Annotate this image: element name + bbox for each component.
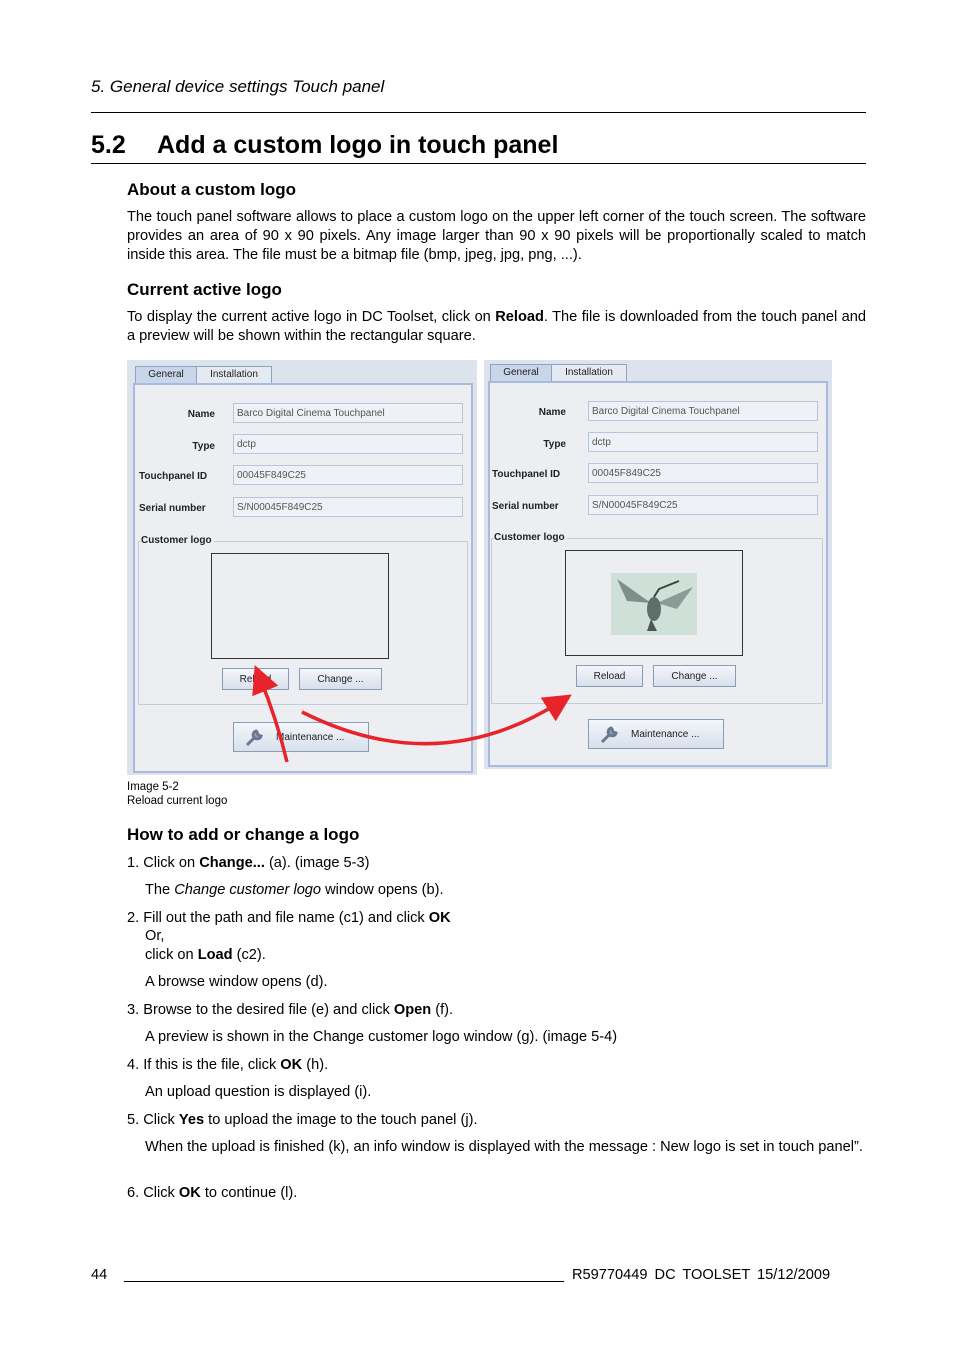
name-field[interactable]: Barco Digital Cinema Touchpanel <box>233 403 463 423</box>
step-text: (c2). <box>232 947 266 963</box>
maintenance-label: Maintenance ... <box>631 729 700 740</box>
step-2-load <box>145 946 866 965</box>
section-number: 5.2 <box>91 131 126 159</box>
step-2 <box>127 909 451 928</box>
step-number: 5. <box>127 1112 140 1128</box>
customer-logo-label: Customer logo <box>141 535 212 546</box>
step-text: to upload the image to the touch panel (j). <box>204 1112 478 1128</box>
howto-heading: How to add or change a logo <box>127 825 360 844</box>
step-5 <box>127 1111 478 1130</box>
step-5-result: When the upload is finished (k), an info window is displayed with the message : New logo is set in touch panel”. <box>145 1139 863 1155</box>
arrow-to-preview <box>302 702 560 744</box>
step-number: 3. <box>127 1002 140 1018</box>
step-text: (f). <box>431 1002 454 1018</box>
about-heading: About a custom logo <box>127 180 297 199</box>
figure-reload-logo <box>127 360 832 775</box>
step-text: Click <box>143 1185 179 1201</box>
step-4 <box>127 1056 328 1075</box>
running-header: 5. General device settings Touch panel <box>91 77 385 96</box>
section-rule <box>91 163 866 164</box>
header-rule <box>91 112 866 113</box>
reload-button[interactable]: Reload <box>576 665 643 687</box>
step-bold: OK <box>280 1057 303 1073</box>
current-text-b: . The file is downloaded from the touch panel and a preview will be shown within the rectangular square. <box>127 309 866 344</box>
serial-number-field[interactable]: S/N00045F849C25 <box>233 497 463 517</box>
step-bold: Yes <box>178 1112 205 1128</box>
change-button[interactable]: Change ... <box>299 668 382 690</box>
step-3 <box>127 1001 453 1020</box>
serial-number-label: Serial number <box>492 501 559 512</box>
step-number: 2. <box>127 910 140 926</box>
current-heading: Current active logo <box>127 280 282 299</box>
section-title <box>91 131 558 160</box>
step-4-result: An upload question is displayed (i). <box>145 1084 372 1100</box>
step-text: Click on <box>143 855 200 871</box>
name-field[interactable]: Barco Digital Cinema Touchpanel <box>588 401 818 421</box>
page-number: 44 <box>91 1267 108 1283</box>
step-1-result <box>145 881 866 900</box>
tab-installation[interactable]: Installation <box>551 364 627 381</box>
type-label: Type <box>543 439 566 450</box>
maintenance-label: Maintenance ... <box>276 732 345 743</box>
step-bold: Change... <box>199 855 265 871</box>
step-2-result: A browse window opens (d). <box>145 974 328 990</box>
touchpanel-id-field[interactable]: 00045F849C25 <box>588 463 818 483</box>
type-field[interactable]: dctp <box>588 432 818 452</box>
step-text: (a). (image 5-3) <box>264 855 370 871</box>
serial-number-label: Serial number <box>139 503 206 514</box>
footer-doc-ref: R59770449 DC TOOLSET 15/12/2009 <box>572 1267 831 1283</box>
step-number: 4. <box>127 1057 140 1073</box>
customer-logo-label: Customer logo <box>494 532 565 543</box>
footer-rule <box>124 1281 564 1282</box>
step-text: The <box>145 882 175 898</box>
about-paragraph: The touch panel software allows to place a custom logo on the upper left corner of the touch screen. The software provides an area of 90 x 90 pixels. Any image larger than 90 x 90 pixels will be proportionally scaled to match inside this area. The file must be a bitmap file (bmp, jpeg, jpg, png, ...). <box>127 209 866 263</box>
step-text: Browse to the desired file (e) and click <box>143 1002 394 1018</box>
arrow-to-reload <box>260 678 287 762</box>
step-3-result: A preview is shown in the Change customer logo window (g). (image 5-4) <box>145 1029 618 1045</box>
touchpanel-id-field[interactable]: 00045F849C25 <box>233 465 463 485</box>
name-label: Name <box>538 407 566 418</box>
name-label: Name <box>187 409 215 420</box>
serial-number-field[interactable]: S/N00045F849C25 <box>588 495 818 515</box>
step-number: 1. <box>127 855 140 871</box>
step-text: window opens (b). <box>321 882 444 898</box>
type-label: Type <box>192 441 215 452</box>
step-italic: Change customer logo <box>174 882 322 898</box>
step-text: (h). <box>302 1057 329 1073</box>
tab-general[interactable]: General <box>135 366 197 383</box>
step-text: Fill out the path and file name (c1) and click <box>143 910 429 926</box>
step-1 <box>127 854 370 873</box>
type-field[interactable]: dctp <box>233 434 463 454</box>
step-bold: Open <box>393 1002 432 1018</box>
current-paragraph <box>127 308 866 346</box>
current-text-a: To display the current active logo in DC Toolset, click on <box>127 309 496 325</box>
step-text: If this is the file, click <box>143 1057 281 1073</box>
current-text-bold: Reload <box>495 309 544 325</box>
section-title-text: Add a custom logo in touch panel <box>157 131 559 159</box>
tab-general[interactable]: General <box>490 364 552 381</box>
tab-installation[interactable]: Installation <box>196 366 272 383</box>
figure-caption: Reload current logo <box>127 795 228 807</box>
touchpanel-id-label: Touchpanel ID <box>492 469 561 480</box>
arrows-overlay <box>127 360 832 775</box>
figure-number: Image 5-2 <box>127 781 179 793</box>
change-button[interactable]: Change ... <box>653 665 736 687</box>
step-bold: OK <box>178 1185 201 1201</box>
touchpanel-id-label: Touchpanel ID <box>139 471 208 482</box>
step-6 <box>127 1184 297 1203</box>
step-text: click on <box>145 947 198 963</box>
step-bold: Load <box>197 947 233 963</box>
reload-button[interactable]: Reload <box>222 668 289 690</box>
step-bold: OK <box>428 910 451 926</box>
step-2-or: Or, <box>145 928 165 944</box>
step-text: Click <box>143 1112 179 1128</box>
step-number: 6. <box>127 1185 140 1201</box>
step-text: to continue (l). <box>200 1185 298 1201</box>
